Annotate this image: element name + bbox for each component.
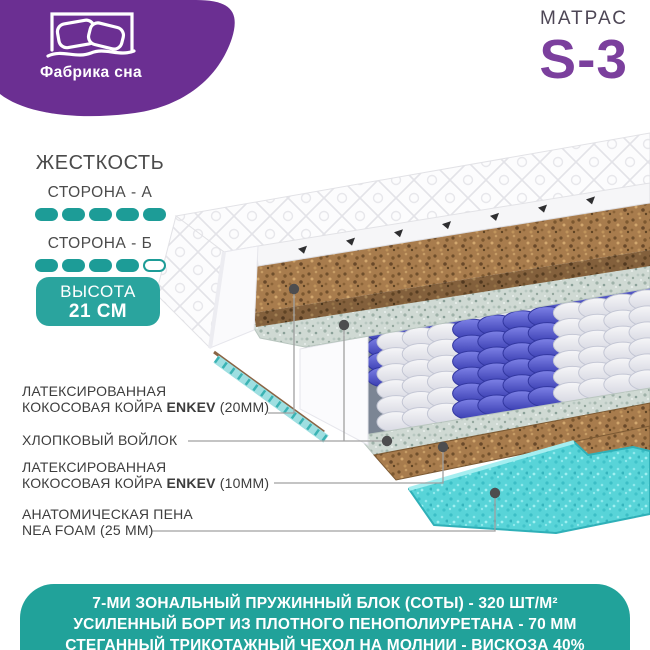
dot-coir-20 xyxy=(289,284,299,294)
footer-line-springs: 7-МИ ЗОНАЛЬНЫЙ ПРУЖИННЫЙ БЛОК (СОТЫ) - 320 ШТ/М² xyxy=(92,595,558,612)
brand-name: Фабрика сна xyxy=(39,64,143,81)
hardness-pill xyxy=(62,208,85,221)
layer-callout-coir-10 xyxy=(22,460,269,492)
dot-felt-upper xyxy=(339,320,349,330)
layer-line1: ЛАТЕКСИРОВАННАЯ xyxy=(22,459,167,475)
side-b-rating xyxy=(14,259,186,272)
footer-line-border: УСИЛЕННЫЙ БОРТ ИЗ ПЛОТНОГО ПЕНОПОЛИУРЕТАНА - 70 ММ xyxy=(73,616,577,633)
dot-coir-10 xyxy=(438,442,448,452)
side-a-label: СТОРОНА - А xyxy=(47,184,153,201)
product-category: МАТРАС xyxy=(540,8,628,29)
layer-line1: ЛАТЕКСИРОВАННАЯ xyxy=(22,383,167,399)
side-a-rating xyxy=(14,208,186,221)
hardness-pill xyxy=(143,259,166,272)
hardness-panel xyxy=(14,152,186,272)
hardness-pill xyxy=(89,208,112,221)
layer-callout-coir-20 xyxy=(22,384,269,416)
hardness-pill xyxy=(35,208,58,221)
footer-banner xyxy=(20,584,630,650)
height-label: ВЫСОТА xyxy=(60,282,136,301)
product-model: S-3 xyxy=(539,28,628,90)
height-value: 21 СМ xyxy=(68,301,128,322)
hardness-pill xyxy=(62,259,85,272)
side-b-label: СТОРОНА - Б xyxy=(47,235,153,252)
height-badge xyxy=(36,277,160,326)
hardness-pill xyxy=(143,208,166,221)
hardness-pill xyxy=(116,208,139,221)
hardness-title: ЖЕСТКОСТЬ xyxy=(35,152,165,174)
layer-callout-felt xyxy=(22,433,177,449)
product-title-block xyxy=(539,8,628,90)
layer-line2: NEA FOAM (25 ММ) xyxy=(22,521,154,538)
layer-line2: КОКОСОВАЯ КОЙРА ENKEV (20ММ) xyxy=(22,398,270,415)
hardness-pill xyxy=(116,259,139,272)
hardness-pill xyxy=(89,259,112,272)
hardness-pill xyxy=(35,259,58,272)
footer-line-cover: СТЕГАННЫЙ ТРИКОТАЖНЫЙ ЧЕХОЛ НА МОЛНИИ - ВИСКОЗА 40% xyxy=(65,637,585,650)
dot-foam xyxy=(490,488,500,498)
logo-purple-blob xyxy=(0,0,235,116)
layer-line2: КОКОСОВАЯ КОЙРА ENKEV (10ММ) xyxy=(22,474,270,491)
layer-line1: АНАТОМИЧЕСКАЯ ПЕНА xyxy=(22,506,193,522)
brand-logo xyxy=(0,0,245,130)
layer-callout-foam xyxy=(22,507,193,539)
dot-felt-lower xyxy=(382,436,392,446)
layer-line1: ХЛОПКОВЫЙ ВОЙЛОК xyxy=(22,432,178,448)
